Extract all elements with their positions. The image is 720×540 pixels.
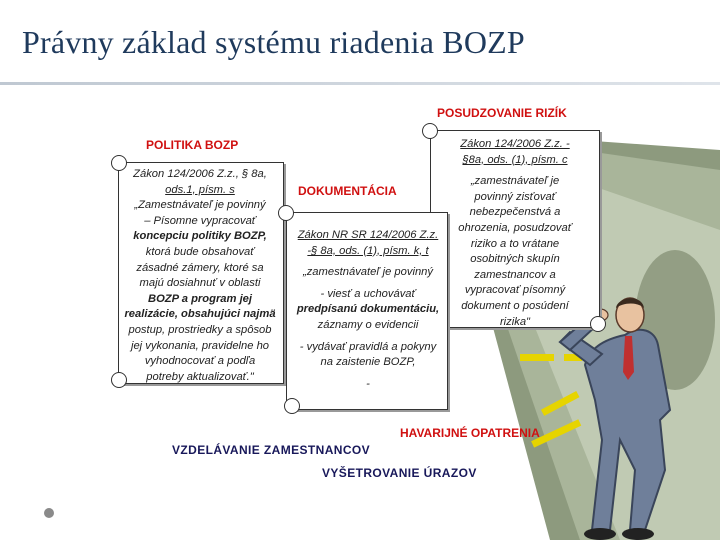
text-line: BOZP a program jej [147,292,253,305]
label-politika-bozp: POLITIKA BOZP [146,138,239,152]
scroll-curl [284,398,300,414]
text-line: -§ 8a, ods. (1), písm. k, t [307,244,429,257]
text-line: osobitných skupín [470,253,560,266]
text-line: Zákon 124/2006 Z.z., § 8a, [133,168,267,180]
label-dokumentacia: DOKUMENTÁCIA [298,184,397,198]
scroll-curl [278,205,294,221]
label-vysetrovanie-urazov: VYŠETROVANIE ÚRAZOV [322,466,477,480]
text-line: vypracovať písomný [464,284,566,297]
text-line: - viesť a uchovávať [320,287,416,300]
text-line: predpísanú dokumentáciu, [296,303,440,316]
text-line: postup, prostriedky a spôsob [128,323,272,336]
label-vzdelavanie-zamestnancov: VZDELÁVANIE ZAMESTNANCOV [172,443,371,457]
bullet-dot [44,508,54,518]
text-line: potreby aktualizovať." [146,370,254,383]
text-line: zásadné zámery, ktoré sa [136,261,264,274]
text-line: ohrozenia, posudzovať [458,221,572,234]
scroll-text-politika [116,167,284,385]
text-line: koncepciu politiky BOZP, [133,230,267,243]
text-line: riziko a to vrátane [470,237,560,250]
text-line: „zamestnávateľ je povinný [302,266,433,279]
scroll-text-dokumentacia [286,228,450,392]
text-line: Zákon NR SR 124/2006 Z.z. [297,229,439,241]
text-line: Zákon 124/2006 Z.z. - [460,138,570,150]
title-divider [0,82,720,85]
text-line: „zamestnávateľ je [470,175,560,188]
text-line: nebezpečenstvá a [469,206,561,219]
text-line: – Písomne vypracovať [144,214,256,227]
text-line: vyhodnocovať a podľa [144,355,256,368]
text-line: realizácie, obsahujúci najmä [124,308,276,321]
text-line: §8a, ods. (1), písm. c [462,153,568,166]
text-line: jej vykonania, pravidelne ho [130,339,270,352]
scroll-text-posudzovanie [436,137,594,330]
text-line: rizika" [499,315,531,328]
text-line: zamestnancov a [474,268,556,281]
text-line: - vydávať pravidlá a pokyny [299,340,437,353]
text-line: povinný zisťovať [474,190,556,203]
text-line: ods.1, písm. s [165,183,235,196]
text-line: ktorá bude obsahovať [145,245,255,258]
text-line: dokument o posúdení [461,299,569,312]
text-line: záznamy o evidencii [317,318,419,331]
text-line: na zaistenie BOZP, [320,356,416,369]
text-line: majú dosiahnuť v oblasti [139,277,261,290]
label-posudzovanie-rizik: POSUDZOVANIE RIZÍK [437,106,567,120]
slide-title: Právny základ systému riadenia BOZP [22,24,525,60]
text-line: „Zamestnávateľ je povinný [134,199,266,212]
label-havarijne-opatrenia: HAVARIJNÉ OPATRENIA [400,426,540,440]
text-line: - [366,377,370,390]
